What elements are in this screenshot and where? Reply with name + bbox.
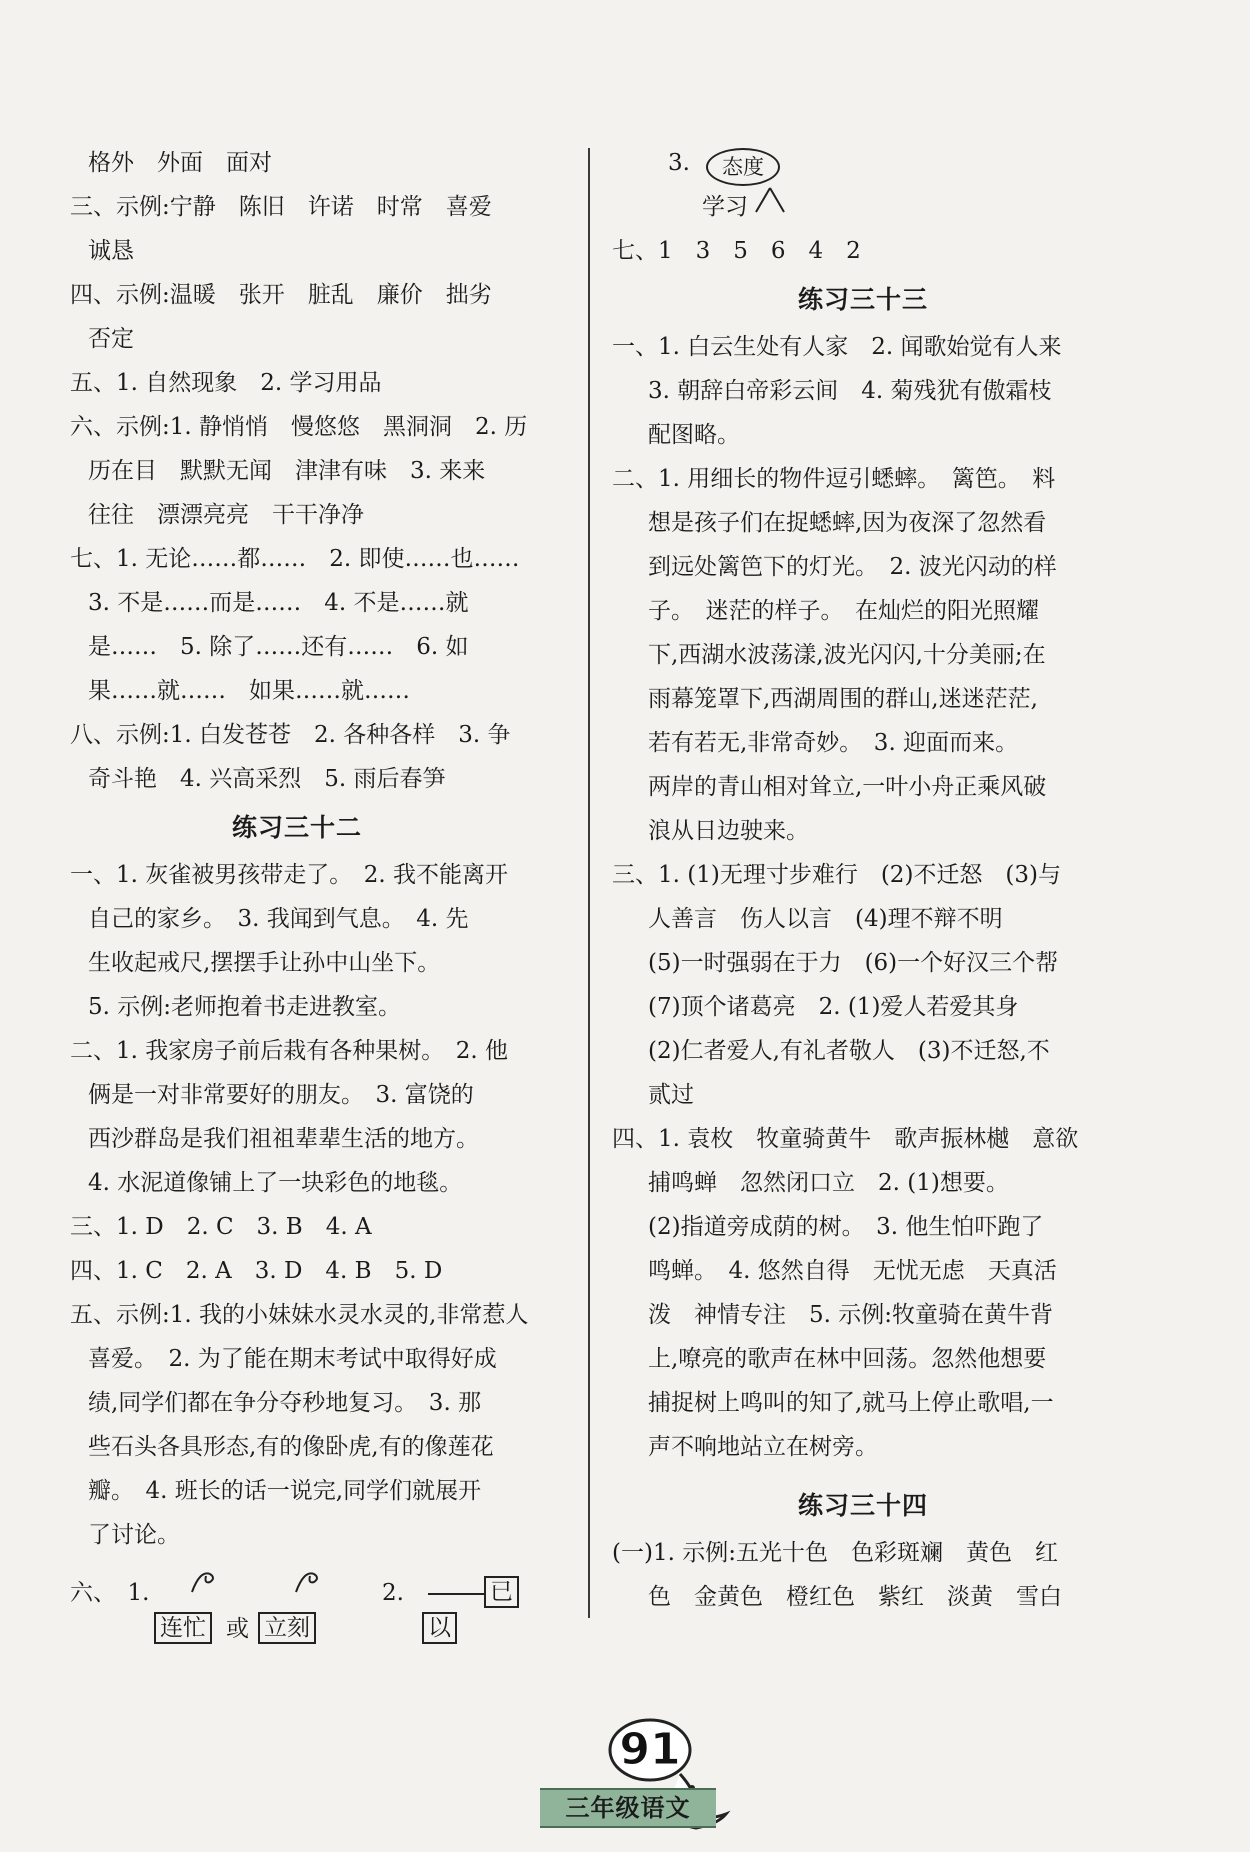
correction-mark-icon <box>294 1566 324 1596</box>
text-line: 五、1. 自然现象 2. 学习用品 <box>70 370 382 396</box>
text-line: 下,西湖水波荡漾,波光闪闪,十分美丽;在 <box>648 642 1046 668</box>
text-line: 浪从日边驶来。 <box>648 818 809 844</box>
circled-word: 态度 <box>706 148 780 186</box>
section-heading: 练习三十四 <box>798 1491 929 1520</box>
text-line: 六、示例:1. 静悄悄 慢悠悠 黑洞洞 2. 历 <box>70 414 528 440</box>
text-line: 果……就…… 如果……就…… <box>88 678 410 704</box>
text-line: 二、1. 我家房子前后栽有各种果树。 2. 他 <box>70 1038 509 1064</box>
q6-or: 或 <box>226 1616 249 1642</box>
text-line: 绩,同学们都在争分夺秒地复习。 3. 那 <box>88 1390 482 1416</box>
text-line: 5. 示例:老师抱着书走进教室。 <box>88 994 402 1020</box>
text-line: 奇斗艳 4. 兴高采烈 5. 雨后春笋 <box>88 766 446 792</box>
text-line: 二、1. 用细长的物件逗引蟋蟀。 篱笆。 料 <box>612 466 1056 492</box>
text-line: 三、1. D 2. C 3. B 4. A <box>70 1214 372 1240</box>
text-line: 否定 <box>88 326 134 352</box>
text-line: 一、1. 灰雀被男孩带走了。 2. 我不能离开 <box>70 862 509 888</box>
text-line: 人善言 伤人以言 (4)理不辩不明 <box>648 906 1003 932</box>
text-line: 贰过 <box>648 1082 694 1108</box>
text-line: 五、示例:1. 我的小妹妹水灵水灵的,非常惹人 <box>70 1302 529 1328</box>
q6-label: 六、 1. <box>70 1580 150 1606</box>
text-line: 些石头各具形态,有的像卧虎,有的像莲花 <box>88 1434 494 1460</box>
branch-line-icon <box>752 182 792 216</box>
text-line: (2)仁者爱人,有礼者敬人 (3)不迁怒,不 <box>648 1038 1050 1064</box>
text-line: 四、1. 袁枚 牧童骑黄牛 歌声振林樾 意欲 <box>612 1126 1079 1152</box>
section-heading: 练习三十二 <box>232 813 363 842</box>
text-line: 三、1. (1)无理寸步难行 (2)不迁怒 (3)与 <box>612 862 1061 888</box>
text-line: 生收起戒尺,摆摆手让孙中山坐下。 <box>88 950 441 976</box>
boxed-word: 已 <box>484 1576 519 1608</box>
column-divider <box>588 148 590 1618</box>
text-line: 西沙群岛是我们祖祖辈辈生活的地方。 <box>88 1126 479 1152</box>
text-line: 三、示例:宁静 陈旧 许诺 时常 喜爱 <box>70 194 492 220</box>
text-line: 子。 迷茫的样子。 在灿烂的阳光照耀 <box>648 598 1039 624</box>
text-line: 七、1. 无论……都…… 2. 即使……也…… <box>70 546 520 572</box>
text-line: 配图略。 <box>648 422 740 448</box>
text-line: 历在目 默默无闻 津津有味 3. 来来 <box>88 458 486 484</box>
q7-answer: 七、1 3 5 6 4 2 <box>612 238 861 264</box>
boxed-word: 连忙 <box>154 1612 212 1644</box>
text-line: 色 金黄色 橙红色 紫红 淡黄 雪白 <box>648 1584 1062 1610</box>
text-line: 上,嘹亮的歌声在林中回荡。忽然他想要 <box>648 1346 1047 1372</box>
text-line: 到远处篱笆下的灯光。 2. 波光闪动的样 <box>648 554 1057 580</box>
text-line: 四、1. C 2. A 3. D 4. B 5. D <box>70 1258 443 1284</box>
text-line: 往往 漂漂亮亮 干干净净 <box>88 502 364 528</box>
boxed-word: 以 <box>422 1612 457 1644</box>
text-line: 鸣蝉。 4. 悠然自得 无忧无虑 天真活 <box>648 1258 1057 1284</box>
text-line: 捕捉树上鸣叫的知了,就马上停止歌唱,一 <box>648 1390 1054 1416</box>
text-line: (一)1. 示例:五光十色 色彩斑斓 黄色 红 <box>612 1540 1058 1566</box>
text-line: 雨幕笼罩下,西湖周围的群山,迷迷茫茫, <box>648 686 1038 712</box>
footer-title: 三年级语文 <box>540 1788 716 1828</box>
text-line: 诚恳 <box>88 238 134 264</box>
section-heading: 练习三十三 <box>798 285 929 314</box>
text-line: (5)一时强弱在于力 (6)一个好汉三个帮 <box>648 950 1059 976</box>
text-line: 四、示例:温暖 张开 脏乱 廉价 拙劣 <box>70 282 492 308</box>
text-line: 了讨论。 <box>88 1522 180 1548</box>
text-line: 八、示例:1. 白发苍苍 2. 各种各样 3. 争 <box>70 722 511 748</box>
text-line: 瓣。 4. 班长的话一说完,同学们就展开 <box>88 1478 482 1504</box>
text-line: 声不响地站立在树旁。 <box>648 1434 878 1460</box>
text-line: 捕鸣蝉 忽然闭口立 2. (1)想要。 <box>648 1170 1009 1196</box>
text-line: 两岸的青山相对耸立,一叶小舟正乘风破 <box>648 774 1047 800</box>
text-line: 想是孩子们在捉蟋蟀,因为夜深了忽然看 <box>648 510 1047 536</box>
text-line: (2)指道旁成荫的树。 3. 他生怕吓跑了 <box>648 1214 1044 1240</box>
text-line: 俩是一对非常要好的朋友。 3. 富饶的 <box>88 1082 474 1108</box>
text-line: 4. 水泥道像铺上了一块彩色的地毯。 <box>88 1170 463 1196</box>
circle-sub-label: 学习 <box>702 194 748 220</box>
text-line: 3. 朝辞白帝彩云间 4. 菊残犹有傲霜枝 <box>648 378 1052 404</box>
text-line: 是…… 5. 除了……还有…… 6. 如 <box>88 634 469 660</box>
text-line: 泼 神情专注 5. 示例:牧童骑在黄牛背 <box>648 1302 1054 1328</box>
correction-mark-icon <box>190 1566 220 1596</box>
text-line: 一、1. 白云生处有人家 2. 闻歌始觉有人来 <box>612 334 1062 360</box>
text-line: (7)顶个诸葛亮 2. (1)爱人若爱其身 <box>648 994 1019 1020</box>
boxed-word: 立刻 <box>258 1612 316 1644</box>
text-line: 3. 不是……而是…… 4. 不是……就 <box>88 590 469 616</box>
text-line: 喜爱。 2. 为了能在期末考试中取得好成 <box>88 1346 497 1372</box>
q6-num2: 2. <box>382 1580 404 1606</box>
q3-label: 3. <box>668 150 690 176</box>
page-number: 91 <box>619 1724 681 1775</box>
text-line: 格外 外面 面对 <box>88 150 272 176</box>
text-line: 若有若无,非常奇妙。 3. 迎面而来。 <box>648 730 1019 756</box>
text-line: 自己的家乡。 3. 我闻到气息。 4. 先 <box>88 906 469 932</box>
